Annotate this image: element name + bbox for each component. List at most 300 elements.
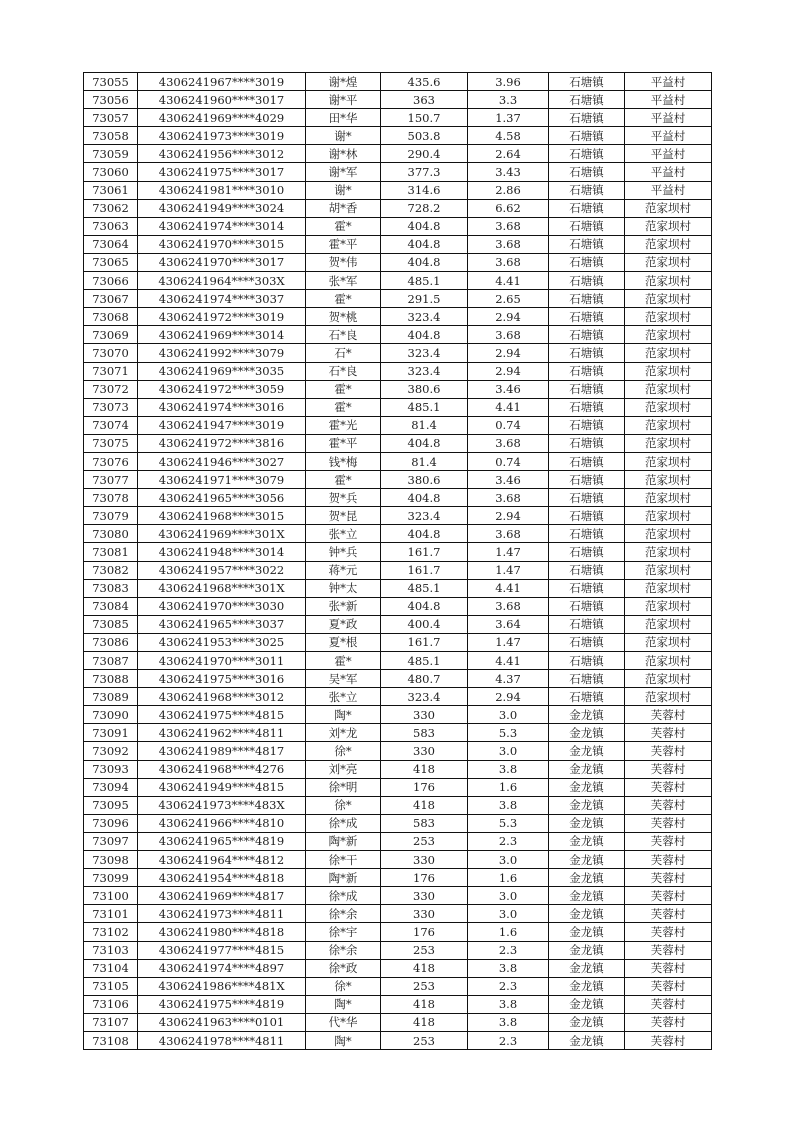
amount-cell: 418 — [381, 760, 468, 778]
area-cell: 3.68 — [468, 597, 549, 615]
village-cell: 范家坝村 — [625, 398, 712, 416]
id-number-cell: 4306241966****4810 — [138, 814, 306, 832]
area-cell: 3.68 — [468, 217, 549, 235]
table-row — [84, 941, 712, 959]
id-number-cell: 4306241974****3016 — [138, 398, 306, 416]
table-row — [84, 615, 712, 633]
village-cell: 平益村 — [625, 163, 712, 181]
village-cell: 平益村 — [625, 73, 712, 91]
name-cell: 徐*成 — [306, 887, 381, 905]
serial-number-cell: 73093 — [84, 760, 138, 778]
serial-number-cell: 73092 — [84, 742, 138, 760]
area-cell: 3.8 — [468, 796, 549, 814]
amount-cell: 330 — [381, 706, 468, 724]
id-number-cell: 4306241964****4812 — [138, 851, 306, 869]
serial-number-cell: 73063 — [84, 217, 138, 235]
area-cell: 4.37 — [468, 670, 549, 688]
table-row — [84, 235, 712, 253]
amount-cell: 330 — [381, 851, 468, 869]
village-cell: 范家坝村 — [625, 615, 712, 633]
id-number-cell: 4306241978****4811 — [138, 1031, 306, 1049]
id-number-cell: 4306241981****3010 — [138, 181, 306, 199]
town-cell: 金龙镇 — [549, 959, 625, 977]
id-number-cell: 4306241974****3037 — [138, 290, 306, 308]
area-cell: 3.68 — [468, 235, 549, 253]
id-number-cell: 4306241986****481X — [138, 977, 306, 995]
village-cell: 平益村 — [625, 127, 712, 145]
name-cell: 钟*太 — [306, 579, 381, 597]
serial-number-cell: 73085 — [84, 615, 138, 633]
table-row — [84, 163, 712, 181]
id-number-cell: 4306241967****3019 — [138, 73, 306, 91]
serial-number-cell: 73062 — [84, 199, 138, 217]
id-number-cell: 4306241969****3035 — [138, 362, 306, 380]
id-number-cell: 4306241971****3079 — [138, 471, 306, 489]
table-row — [84, 181, 712, 199]
name-cell: 陶* — [306, 995, 381, 1013]
serial-number-cell: 73084 — [84, 597, 138, 615]
table-row — [84, 109, 712, 127]
serial-number-cell: 73083 — [84, 579, 138, 597]
village-cell: 芙蓉村 — [625, 851, 712, 869]
serial-number-cell: 73079 — [84, 507, 138, 525]
area-cell: 3.43 — [468, 163, 549, 181]
town-cell: 石塘镇 — [549, 145, 625, 163]
town-cell: 金龙镇 — [549, 724, 625, 742]
area-cell: 2.94 — [468, 362, 549, 380]
town-cell: 金龙镇 — [549, 923, 625, 941]
serial-number-cell: 73087 — [84, 652, 138, 670]
serial-number-cell: 73081 — [84, 543, 138, 561]
town-cell: 金龙镇 — [549, 742, 625, 760]
amount-cell: 404.8 — [381, 434, 468, 452]
table-row — [84, 145, 712, 163]
serial-number-cell: 73068 — [84, 308, 138, 326]
amount-cell: 485.1 — [381, 652, 468, 670]
town-cell: 金龙镇 — [549, 905, 625, 923]
town-cell: 石塘镇 — [549, 362, 625, 380]
name-cell: 徐*余 — [306, 905, 381, 923]
serial-number-cell: 73061 — [84, 181, 138, 199]
town-cell: 金龙镇 — [549, 1013, 625, 1031]
village-cell: 范家坝村 — [625, 344, 712, 362]
amount-cell: 253 — [381, 832, 468, 850]
town-cell: 石塘镇 — [549, 127, 625, 145]
town-cell: 石塘镇 — [549, 561, 625, 579]
amount-cell: 330 — [381, 887, 468, 905]
village-cell: 芙蓉村 — [625, 1031, 712, 1049]
area-cell: 3.0 — [468, 905, 549, 923]
id-number-cell: 4306241975****4819 — [138, 995, 306, 1013]
serial-number-cell: 73097 — [84, 832, 138, 850]
name-cell: 徐*成 — [306, 814, 381, 832]
village-cell: 芙蓉村 — [625, 742, 712, 760]
name-cell: 贺*兵 — [306, 489, 381, 507]
town-cell: 石塘镇 — [549, 579, 625, 597]
amount-cell: 728.2 — [381, 199, 468, 217]
serial-number-cell: 73107 — [84, 1013, 138, 1031]
town-cell: 石塘镇 — [549, 452, 625, 470]
table-row — [84, 688, 712, 706]
id-number-cell: 4306241953****3025 — [138, 633, 306, 651]
area-cell: 3.96 — [468, 73, 549, 91]
area-cell: 3.0 — [468, 742, 549, 760]
table-row — [84, 272, 712, 290]
id-number-cell: 4306241989****4817 — [138, 742, 306, 760]
area-cell: 2.3 — [468, 977, 549, 995]
town-cell: 石塘镇 — [549, 434, 625, 452]
amount-cell: 485.1 — [381, 579, 468, 597]
area-cell: 3.8 — [468, 760, 549, 778]
table-row — [84, 127, 712, 145]
area-cell: 1.47 — [468, 543, 549, 561]
village-cell: 芙蓉村 — [625, 706, 712, 724]
area-cell: 2.3 — [468, 941, 549, 959]
amount-cell: 330 — [381, 905, 468, 923]
amount-cell: 176 — [381, 923, 468, 941]
table-row — [84, 814, 712, 832]
id-number-cell: 4306241968****3012 — [138, 688, 306, 706]
amount-cell: 404.8 — [381, 326, 468, 344]
table-row — [84, 1013, 712, 1031]
town-cell: 石塘镇 — [549, 597, 625, 615]
name-cell: 谢* — [306, 127, 381, 145]
town-cell: 石塘镇 — [549, 163, 625, 181]
area-cell: 3.8 — [468, 995, 549, 1013]
area-cell: 3.0 — [468, 706, 549, 724]
amount-cell: 404.8 — [381, 489, 468, 507]
table-row — [84, 326, 712, 344]
serial-number-cell: 73096 — [84, 814, 138, 832]
name-cell: 陶* — [306, 706, 381, 724]
amount-cell: 323.4 — [381, 507, 468, 525]
id-number-cell: 4306241972****3059 — [138, 380, 306, 398]
serial-number-cell: 73089 — [84, 688, 138, 706]
area-cell: 3.68 — [468, 434, 549, 452]
amount-cell: 161.7 — [381, 543, 468, 561]
serial-number-cell: 73082 — [84, 561, 138, 579]
amount-cell: 176 — [381, 778, 468, 796]
name-cell: 霍* — [306, 398, 381, 416]
town-cell: 石塘镇 — [549, 91, 625, 109]
amount-cell: 176 — [381, 869, 468, 887]
village-cell: 范家坝村 — [625, 272, 712, 290]
name-cell: 谢*军 — [306, 163, 381, 181]
name-cell: 田*华 — [306, 109, 381, 127]
area-cell: 2.3 — [468, 1031, 549, 1049]
id-number-cell: 4306241948****3014 — [138, 543, 306, 561]
town-cell: 石塘镇 — [549, 380, 625, 398]
village-cell: 芙蓉村 — [625, 814, 712, 832]
table-row — [84, 380, 712, 398]
id-number-cell: 4306241973****483X — [138, 796, 306, 814]
town-cell: 金龙镇 — [549, 706, 625, 724]
amount-cell: 404.8 — [381, 597, 468, 615]
table-row — [84, 308, 712, 326]
serial-number-cell: 73090 — [84, 706, 138, 724]
amount-cell: 290.4 — [381, 145, 468, 163]
id-number-cell: 4306241977****4815 — [138, 941, 306, 959]
serial-number-cell: 73101 — [84, 905, 138, 923]
area-cell: 4.41 — [468, 272, 549, 290]
table-row — [84, 652, 712, 670]
name-cell: 石* — [306, 344, 381, 362]
area-cell: 2.94 — [468, 688, 549, 706]
area-cell: 0.74 — [468, 452, 549, 470]
village-cell: 范家坝村 — [625, 633, 712, 651]
amount-cell: 418 — [381, 796, 468, 814]
amount-cell: 485.1 — [381, 398, 468, 416]
table-row — [84, 633, 712, 651]
name-cell: 钱*梅 — [306, 452, 381, 470]
town-cell: 石塘镇 — [549, 543, 625, 561]
name-cell: 贺*伟 — [306, 253, 381, 271]
table-row — [84, 1031, 712, 1049]
serial-number-cell: 73067 — [84, 290, 138, 308]
amount-cell: 253 — [381, 977, 468, 995]
village-cell: 芙蓉村 — [625, 869, 712, 887]
amount-cell: 418 — [381, 1013, 468, 1031]
amount-cell: 323.4 — [381, 344, 468, 362]
amount-cell: 81.4 — [381, 416, 468, 434]
id-number-cell: 4306241973****4811 — [138, 905, 306, 923]
town-cell: 金龙镇 — [549, 778, 625, 796]
id-number-cell: 4306241965****4819 — [138, 832, 306, 850]
village-cell: 芙蓉村 — [625, 1013, 712, 1031]
name-cell: 陶*新 — [306, 832, 381, 850]
table-row — [84, 796, 712, 814]
area-cell: 5.3 — [468, 724, 549, 742]
village-cell: 范家坝村 — [625, 688, 712, 706]
village-cell: 范家坝村 — [625, 416, 712, 434]
town-cell: 石塘镇 — [549, 253, 625, 271]
name-cell: 霍* — [306, 290, 381, 308]
amount-cell: 583 — [381, 814, 468, 832]
name-cell: 霍*平 — [306, 235, 381, 253]
serial-number-cell: 73057 — [84, 109, 138, 127]
village-cell: 平益村 — [625, 109, 712, 127]
amount-cell: 161.7 — [381, 561, 468, 579]
id-number-cell: 4306241969****301X — [138, 525, 306, 543]
amount-cell: 161.7 — [381, 633, 468, 651]
name-cell: 代*华 — [306, 1013, 381, 1031]
area-cell: 2.94 — [468, 308, 549, 326]
amount-cell: 480.7 — [381, 670, 468, 688]
id-number-cell: 4306241960****3017 — [138, 91, 306, 109]
amount-cell: 418 — [381, 959, 468, 977]
area-cell: 3.0 — [468, 887, 549, 905]
area-cell: 1.6 — [468, 778, 549, 796]
id-number-cell: 4306241975****3017 — [138, 163, 306, 181]
name-cell: 徐* — [306, 742, 381, 760]
table-row — [84, 362, 712, 380]
id-number-cell: 4306241969****4029 — [138, 109, 306, 127]
id-number-cell: 4306241963****0101 — [138, 1013, 306, 1031]
serial-number-cell: 73058 — [84, 127, 138, 145]
id-number-cell: 4306241970****3011 — [138, 652, 306, 670]
town-cell: 石塘镇 — [549, 199, 625, 217]
data-table — [83, 72, 712, 1050]
village-cell: 芙蓉村 — [625, 796, 712, 814]
village-cell: 平益村 — [625, 91, 712, 109]
town-cell: 石塘镇 — [549, 507, 625, 525]
id-number-cell: 4306241974****3014 — [138, 217, 306, 235]
id-number-cell: 4306241965****3037 — [138, 615, 306, 633]
area-cell: 1.6 — [468, 923, 549, 941]
name-cell: 张*立 — [306, 688, 381, 706]
table-row — [84, 778, 712, 796]
name-cell: 徐*余 — [306, 941, 381, 959]
name-cell: 钟*兵 — [306, 543, 381, 561]
town-cell: 石塘镇 — [549, 652, 625, 670]
village-cell: 范家坝村 — [625, 253, 712, 271]
town-cell: 石塘镇 — [549, 326, 625, 344]
id-number-cell: 4306241962****4811 — [138, 724, 306, 742]
table-row — [84, 199, 712, 217]
town-cell: 石塘镇 — [549, 670, 625, 688]
village-cell: 范家坝村 — [625, 507, 712, 525]
name-cell: 霍*平 — [306, 434, 381, 452]
serial-number-cell: 73080 — [84, 525, 138, 543]
amount-cell: 380.6 — [381, 380, 468, 398]
town-cell: 石塘镇 — [549, 272, 625, 290]
id-number-cell: 4306241969****4817 — [138, 887, 306, 905]
area-cell: 3.68 — [468, 253, 549, 271]
id-number-cell: 4306241973****3019 — [138, 127, 306, 145]
table-row — [84, 543, 712, 561]
amount-cell: 330 — [381, 742, 468, 760]
name-cell: 霍* — [306, 652, 381, 670]
amount-cell: 253 — [381, 941, 468, 959]
serial-number-cell: 73106 — [84, 995, 138, 1013]
area-cell: 1.6 — [468, 869, 549, 887]
area-cell: 3.8 — [468, 959, 549, 977]
serial-number-cell: 73069 — [84, 326, 138, 344]
id-number-cell: 4306241956****3012 — [138, 145, 306, 163]
area-cell: 2.64 — [468, 145, 549, 163]
serial-number-cell: 73094 — [84, 778, 138, 796]
area-cell: 3.64 — [468, 615, 549, 633]
area-cell: 2.65 — [468, 290, 549, 308]
table-row — [84, 760, 712, 778]
village-cell: 芙蓉村 — [625, 959, 712, 977]
id-number-cell: 4306241974****4897 — [138, 959, 306, 977]
serial-number-cell: 73073 — [84, 398, 138, 416]
town-cell: 金龙镇 — [549, 796, 625, 814]
village-cell: 范家坝村 — [625, 652, 712, 670]
area-cell: 4.58 — [468, 127, 549, 145]
serial-number-cell: 73076 — [84, 452, 138, 470]
name-cell: 张*新 — [306, 597, 381, 615]
amount-cell: 323.4 — [381, 688, 468, 706]
village-cell: 芙蓉村 — [625, 905, 712, 923]
village-cell: 范家坝村 — [625, 434, 712, 452]
amount-cell: 150.7 — [381, 109, 468, 127]
town-cell: 金龙镇 — [549, 995, 625, 1013]
name-cell: 霍* — [306, 380, 381, 398]
amount-cell: 81.4 — [381, 452, 468, 470]
table-row — [84, 851, 712, 869]
serial-number-cell: 73095 — [84, 796, 138, 814]
id-number-cell: 4306241968****3015 — [138, 507, 306, 525]
id-number-cell: 4306241965****3056 — [138, 489, 306, 507]
table-row — [84, 977, 712, 995]
name-cell: 张*立 — [306, 525, 381, 543]
serial-number-cell: 73088 — [84, 670, 138, 688]
id-number-cell: 4306241970****3015 — [138, 235, 306, 253]
area-cell: 1.37 — [468, 109, 549, 127]
table-row — [84, 832, 712, 850]
name-cell: 霍* — [306, 217, 381, 235]
id-number-cell: 4306241968****301X — [138, 579, 306, 597]
name-cell: 夏*政 — [306, 615, 381, 633]
amount-cell: 253 — [381, 1031, 468, 1049]
table-row — [84, 344, 712, 362]
village-cell: 范家坝村 — [625, 597, 712, 615]
area-cell: 1.47 — [468, 561, 549, 579]
village-cell: 芙蓉村 — [625, 995, 712, 1013]
amount-cell: 314.6 — [381, 181, 468, 199]
name-cell: 蒋*元 — [306, 561, 381, 579]
name-cell: 石*良 — [306, 362, 381, 380]
table-row — [84, 416, 712, 434]
town-cell: 石塘镇 — [549, 109, 625, 127]
town-cell: 石塘镇 — [549, 471, 625, 489]
serial-number-cell: 73078 — [84, 489, 138, 507]
village-cell: 平益村 — [625, 145, 712, 163]
table-row — [84, 398, 712, 416]
village-cell: 范家坝村 — [625, 362, 712, 380]
town-cell: 金龙镇 — [549, 887, 625, 905]
table-row — [84, 290, 712, 308]
table-row — [84, 452, 712, 470]
name-cell: 徐*宇 — [306, 923, 381, 941]
name-cell: 霍*光 — [306, 416, 381, 434]
id-number-cell: 4306241992****3079 — [138, 344, 306, 362]
village-cell: 芙蓉村 — [625, 760, 712, 778]
area-cell: 4.41 — [468, 579, 549, 597]
name-cell: 徐*干 — [306, 851, 381, 869]
town-cell: 石塘镇 — [549, 181, 625, 199]
area-cell: 5.3 — [468, 814, 549, 832]
serial-number-cell: 73104 — [84, 959, 138, 977]
area-cell: 3.3 — [468, 91, 549, 109]
name-cell: 谢*平 — [306, 91, 381, 109]
serial-number-cell: 73077 — [84, 471, 138, 489]
town-cell: 石塘镇 — [549, 235, 625, 253]
village-cell: 范家坝村 — [625, 543, 712, 561]
village-cell: 范家坝村 — [625, 489, 712, 507]
name-cell: 贺*昆 — [306, 507, 381, 525]
town-cell: 石塘镇 — [549, 217, 625, 235]
area-cell: 4.41 — [468, 652, 549, 670]
id-number-cell: 4306241970****3017 — [138, 253, 306, 271]
table-row — [84, 525, 712, 543]
id-number-cell: 4306241957****3022 — [138, 561, 306, 579]
town-cell: 石塘镇 — [549, 633, 625, 651]
town-cell: 金龙镇 — [549, 977, 625, 995]
village-cell: 平益村 — [625, 181, 712, 199]
table-row — [84, 91, 712, 109]
name-cell: 贺*桃 — [306, 308, 381, 326]
id-number-cell: 4306241946****3027 — [138, 452, 306, 470]
village-cell: 芙蓉村 — [625, 778, 712, 796]
name-cell: 胡*香 — [306, 199, 381, 217]
name-cell: 谢*林 — [306, 145, 381, 163]
table-row — [84, 253, 712, 271]
serial-number-cell: 73070 — [84, 344, 138, 362]
town-cell: 金龙镇 — [549, 851, 625, 869]
